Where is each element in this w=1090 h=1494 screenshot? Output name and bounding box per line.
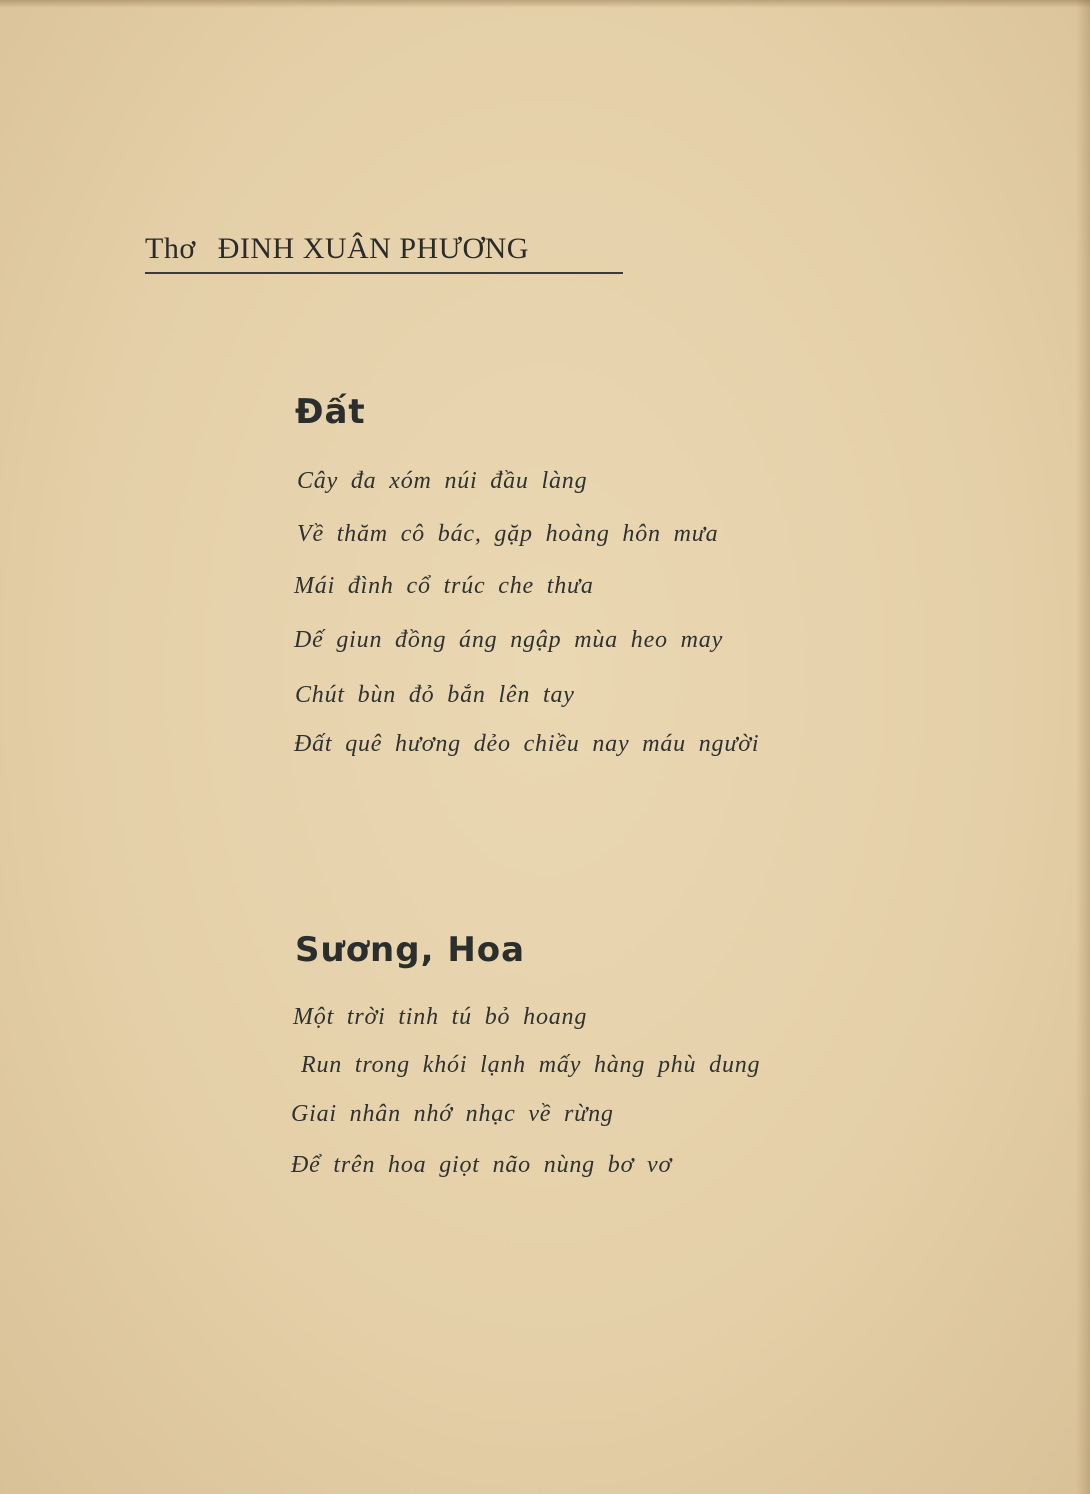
author-name: ĐINH XUÂN PHƯƠNG	[217, 232, 529, 265]
poem-title-suong-hoa: Sương, Hoa	[295, 930, 526, 970]
poem-line: Run trong khói lạnh mấy hàng phù dung	[301, 1052, 761, 1078]
poem-line: Giai nhân nhớ nhạc về rừng	[291, 1101, 614, 1127]
top-edge-shadow	[0, 0, 1090, 8]
poem-line: Chút bùn đỏ bắn lên tay	[295, 682, 575, 708]
poem-line: Một trời tinh tú bỏ hoang	[293, 1004, 588, 1030]
header-label: Thơ	[145, 232, 196, 265]
poem-line: Đất quê hương dẻo chiều nay máu người	[294, 731, 760, 757]
right-edge-shadow	[1076, 0, 1090, 1494]
poem-line: Mái đình cổ trúc che thưa	[294, 573, 594, 599]
poem-title-dat: Đất	[295, 392, 366, 432]
header-underline	[145, 272, 623, 274]
poem-line: Về thăm cô bác, gặp hoàng hôn mưa	[297, 521, 719, 547]
author-header	[145, 232, 529, 266]
poem-line: Để trên hoa giọt não nùng bơ vơ	[291, 1152, 673, 1178]
poem-line: Cây đa xóm núi đầu làng	[297, 468, 588, 494]
poem-line: Dế giun đồng áng ngập mùa heo may	[294, 627, 724, 653]
